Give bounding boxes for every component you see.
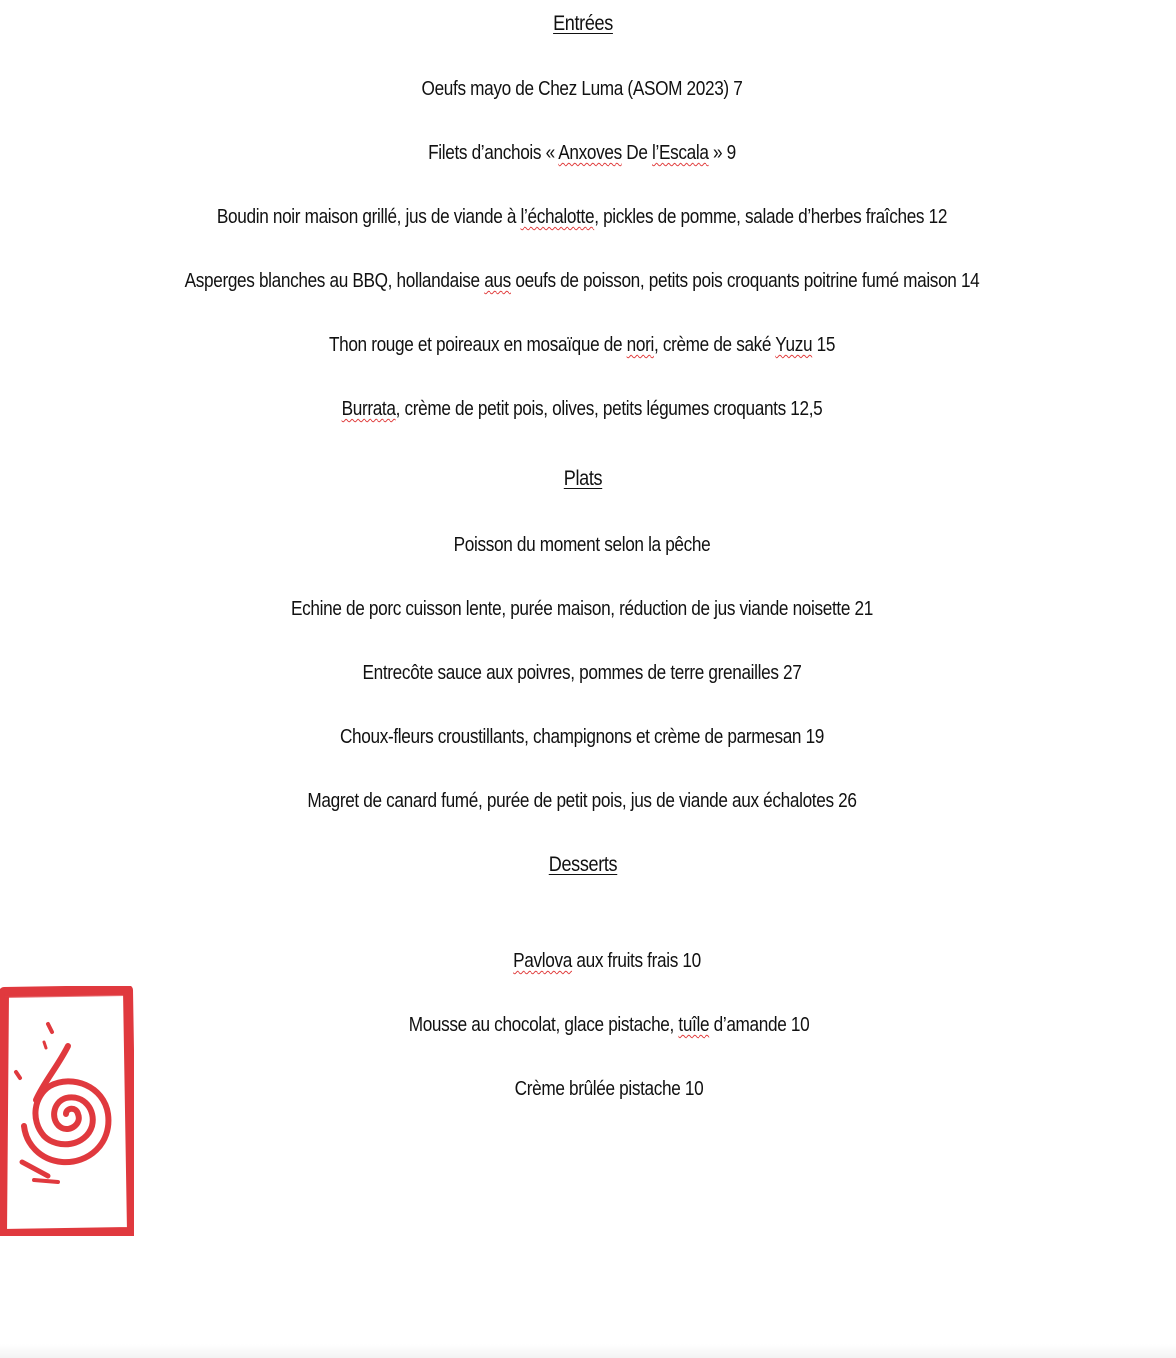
spellcheck-word: Burrata — [341, 398, 396, 420]
menu-item-text: , pickles de pomme, salade d’herbes fraîches 12 — [594, 206, 948, 228]
spellcheck-word: nori — [626, 334, 654, 356]
window-bottom-edge — [0, 1344, 1176, 1358]
menu-item-oeufs-mayo: Oeufs mayo de Chez Luma (ASOM 2023) 7 — [421, 78, 743, 100]
menu-item-text: Boudin noir maison grillé, jus de viande à — [216, 206, 521, 228]
menu-item-text: , crème de saké — [653, 334, 776, 356]
spiral-stamp-icon — [0, 986, 134, 1236]
menu-item-text: 15 — [812, 334, 836, 356]
menu-item-filets-anchois — [428, 141, 736, 165]
menu-item-asperges — [185, 269, 980, 293]
menu-item-text: aux fruits frais 10 — [571, 950, 701, 972]
menu-item-boudin-noir — [217, 205, 947, 229]
menu-item-text: Filets d’anchois « — [428, 142, 559, 164]
menu-item-creme-brulee: Crème brûlée pistache 10 — [514, 1078, 704, 1100]
menu-item-entrecote: Entrecôte sauce aux poivres, pommes de terre grenailles 27 — [362, 662, 802, 684]
menu-item-text: Mousse au chocolat, glace pistache, — [408, 1014, 679, 1036]
spellcheck-word: l’Escala — [652, 142, 709, 164]
menu-item-text: Thon rouge et poireaux en mosaïque de — [328, 334, 627, 356]
menu-item-pavlova — [513, 949, 701, 973]
menu-item-text: d’amande 10 — [709, 1014, 810, 1036]
menu-item-magret: Magret de canard fumé, purée de petit pois, jus de viande aux échalotes 26 — [307, 790, 857, 812]
menu-item-text: oeufs de poisson, petits pois croquants poitrine fumé maison 14 — [510, 270, 980, 292]
menu-item-text: Asperges blanches au BBQ, hollandaise — [184, 270, 485, 292]
menu-item-mousse-chocolat — [409, 1013, 810, 1037]
section-title-entrees: Entrées — [553, 12, 613, 35]
menu-item-choux-fleurs: Choux-fleurs croustillants, champignons et crème de parmesan 19 — [339, 726, 825, 748]
menu-item-thon-rouge — [329, 333, 835, 357]
menu-item-echine-porc: Echine de porc cuisson lente, purée maison, réduction de jus viande noisette 21 — [291, 598, 873, 620]
menu-item-text: De — [621, 142, 653, 164]
menu-item-poisson: Poisson du moment selon la pêche — [453, 534, 711, 556]
menu-item-burrata — [342, 397, 823, 421]
menu-item-text: » 9 — [708, 142, 736, 164]
spellcheck-word: Anxoves — [558, 142, 622, 164]
spellcheck-word: aus — [484, 270, 511, 292]
spellcheck-word: tuîle — [678, 1014, 710, 1036]
spellcheck-word: Pavlova — [513, 950, 572, 972]
section-title-plats: Plats — [563, 467, 603, 490]
menu-item-text: , crème de petit pois, olives, petits légumes croquants 12,5 — [395, 398, 823, 420]
section-title-desserts: Desserts — [548, 853, 618, 876]
spellcheck-word: l’échalotte — [520, 206, 595, 228]
spellcheck-word: Yuzu — [775, 334, 813, 356]
